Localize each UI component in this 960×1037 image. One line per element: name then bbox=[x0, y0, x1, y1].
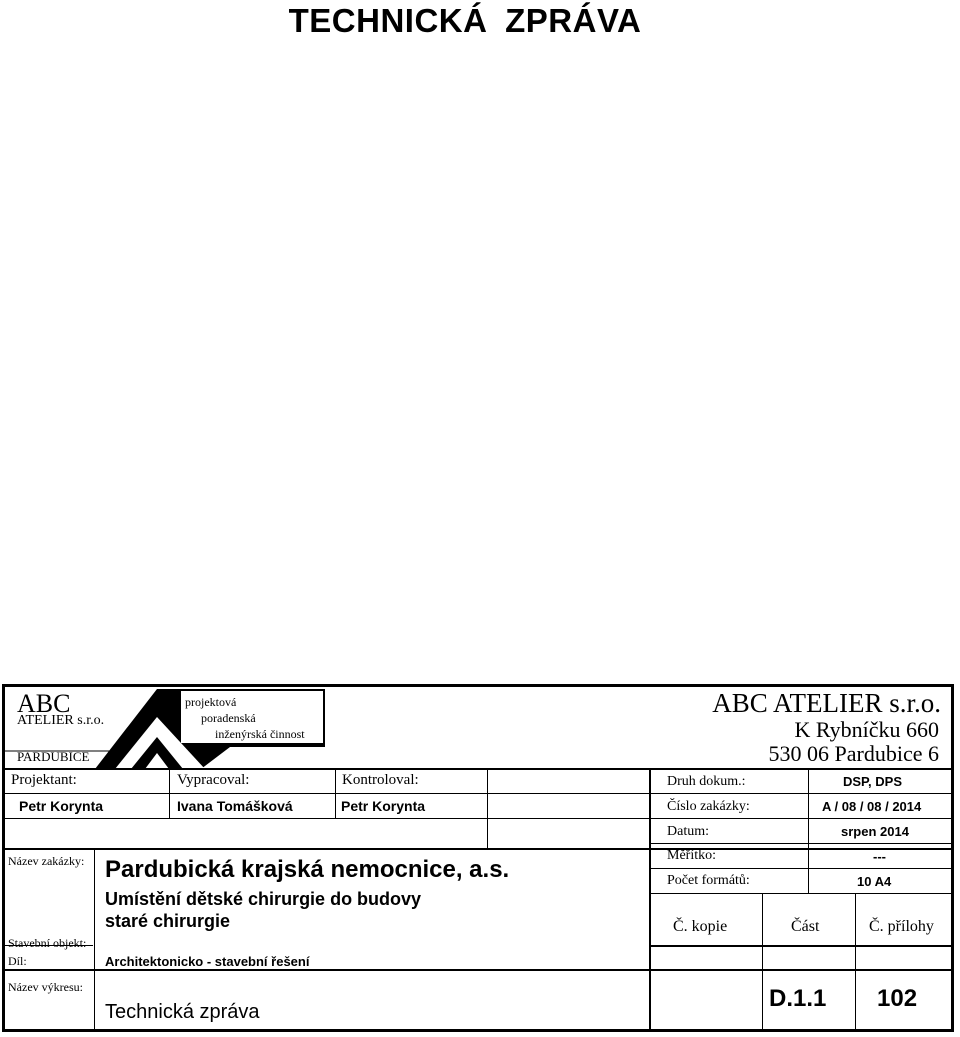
company-name: ABC ATELIER s.r.o. bbox=[712, 688, 941, 718]
vykres-value: Technická zpráva bbox=[105, 1001, 260, 1023]
logo-abc: ABC bbox=[17, 689, 71, 718]
subtitle-line-2: staré chirurgie bbox=[105, 911, 231, 931]
projektant-label: Projektant: bbox=[11, 772, 77, 788]
vypracoval-name: Ivana Tomášková bbox=[177, 798, 293, 814]
pocet-label: Počet formátů: bbox=[667, 873, 750, 888]
prilohy-label: Č. přílohy bbox=[869, 918, 934, 935]
cast-label: Část bbox=[791, 918, 820, 935]
druh-label: Druh dokum.: bbox=[667, 774, 746, 789]
company-street: K Rybníčku 660 bbox=[794, 717, 939, 742]
company-city: 530 06 Pardubice 6 bbox=[768, 741, 939, 766]
meritko-value: --- bbox=[873, 849, 886, 864]
datum-value: srpen 2014 bbox=[841, 824, 909, 839]
zakazka-label: Název zakázky: bbox=[8, 854, 85, 868]
dil-label: Díl: bbox=[8, 954, 27, 968]
logo bbox=[5, 687, 325, 769]
prilohy-value: 102 bbox=[877, 985, 918, 1012]
cislo-label: Číslo zakázky: bbox=[667, 799, 750, 814]
kontroloval-name: Petr Korynta bbox=[341, 798, 426, 814]
pocet-value: 10 A4 bbox=[857, 874, 892, 889]
objekt-label: Stavební objekt: bbox=[8, 936, 87, 950]
cast-value: D.1.1 bbox=[769, 985, 827, 1012]
projektant-name: Petr Korynta bbox=[19, 798, 104, 814]
druh-value: DSP, DPS bbox=[843, 774, 903, 789]
vypracoval-label: Vypracoval: bbox=[177, 772, 250, 788]
dil-value: Architektonicko - stavební řešení bbox=[105, 954, 310, 969]
cislo-value: A / 08 / 08 / 2014 bbox=[822, 799, 922, 814]
logo-city: PARDUBICE bbox=[17, 749, 90, 764]
page-title: TECHNICKÁ ZPRÁVA bbox=[288, 2, 642, 39]
kontroloval-label: Kontroloval: bbox=[342, 772, 419, 788]
kopie-label: Č. kopie bbox=[673, 918, 728, 935]
title-block bbox=[2, 684, 954, 1032]
zakazka-value: Pardubická krajská nemocnice, a.s. bbox=[105, 856, 510, 883]
logo-service-3: inženýrská činnost bbox=[215, 727, 305, 741]
datum-label: Datum: bbox=[667, 824, 709, 839]
subtitle-line-1: Umístění dětské chirurgie do budovy bbox=[105, 889, 422, 909]
vykres-label: Název výkresu: bbox=[8, 980, 83, 994]
logo-atelier: ATELIER s.r.o. bbox=[17, 713, 105, 728]
meritko-label: Měřítko: bbox=[667, 848, 716, 863]
logo-service-1: projektová bbox=[185, 695, 237, 709]
logo-service-2: poradenská bbox=[201, 711, 256, 725]
